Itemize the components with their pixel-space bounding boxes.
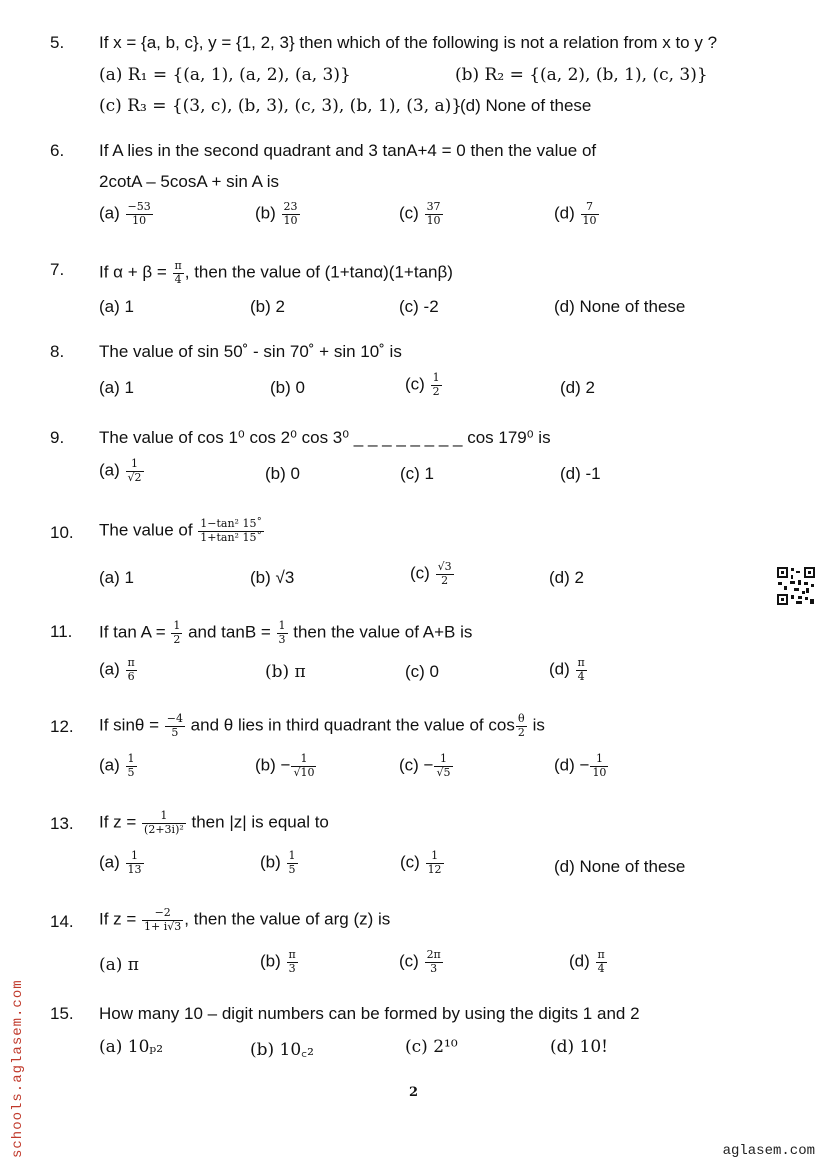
option-a: (a) $\frac{-53}{10}$ <box>99 200 151 227</box>
option-a: (a) 1 <box>99 378 134 397</box>
option-c: (c) $\frac{1}{12}$ <box>400 849 442 876</box>
side-watermark: schools.aglasem.com <box>10 979 26 1158</box>
option-d: (d) None of these <box>554 857 686 876</box>
question-number: 7. <box>50 260 65 279</box>
option-a: (a) $\frac{1}{5}$ <box>99 752 135 779</box>
option-b: (b) 0 <box>270 378 305 397</box>
option-b: (b) $\frac{1}{5}$ <box>260 849 296 876</box>
question-text: The value of $\frac{\text{1−tan² 15˚}}{\text{1+tan² 15˚}}$ <box>99 517 262 544</box>
option-d: (d) $\frac{\pi}{4}$ <box>569 948 605 975</box>
option-d: (d) − $\frac{1}{10}$ <box>554 752 607 779</box>
option-d: (d) $\frac{\pi}{4}$ <box>549 656 585 683</box>
question-text: If sinθ = $\frac{-4}{5}$ and θ lies in third quadrant the value of cos $\frac{\theta}{2}$ is <box>99 712 545 739</box>
option-c: (c) -2 <box>399 297 439 316</box>
option-b: (b) π <box>265 662 306 682</box>
option-d: (d) -1 <box>560 464 601 483</box>
option-c: (c) R₃ = {(3, c), (b, 3), (c, 3), (b, 1), (3, a)} <box>99 96 463 116</box>
question-number: 9. <box>50 428 65 447</box>
option-b: (b) 0 <box>265 464 300 483</box>
qr-code-icon <box>776 566 816 606</box>
option-b: (b) √3 <box>250 568 295 587</box>
option-d: (d) $\frac{7}{10}$ <box>554 200 597 227</box>
question-number: 13. <box>50 814 74 833</box>
question-text: The value of sin 50˚ - sin 70˚ + sin 10˚ is <box>99 342 402 361</box>
option-b: (b) − $\frac{1}{√10}$ <box>255 752 315 779</box>
question-number: 15. <box>50 1004 74 1023</box>
option-b: (b) $\frac{\pi}{3}$ <box>260 948 296 975</box>
question-number: 6. <box>50 141 65 160</box>
option-d: (d) None of these <box>460 96 592 115</box>
option-c: (c) $\frac{1}{2}$ <box>405 371 440 398</box>
option-c: (c) $\frac{2\pi}{3}$ <box>399 948 441 975</box>
option-a: (a) $\frac{1}{13}$ <box>99 849 142 876</box>
option-b: (b) 2 <box>250 297 285 316</box>
question-text-line2: 2cotA – 5cosA + sin A is <box>99 172 280 191</box>
option-c: (c) 0 <box>405 662 439 681</box>
option-d: (d) 2 <box>549 568 584 587</box>
option-b: (b) $\frac{23}{10}$ <box>255 200 298 227</box>
page-number: 2 <box>409 1085 419 1100</box>
option-a: (a) 1 <box>99 297 134 316</box>
question-number: 8. <box>50 342 65 361</box>
question-number: 12. <box>50 717 74 736</box>
option-c: (c) $\frac{37}{10}$ <box>399 200 441 227</box>
option-c: (c) 1 <box>400 464 434 483</box>
option-d: (d) None of these <box>554 297 686 316</box>
option-b: (b) 10꜀₂ <box>250 1040 314 1060</box>
question-number: 11. <box>50 622 73 641</box>
option-a: (a) 1 <box>99 568 134 587</box>
option-c: (c) − $\frac{1}{√5}$ <box>399 752 451 779</box>
question-number: 5. <box>50 33 65 52</box>
question-text: If A lies in the second quadrant and 3 tanA+4 = 0 then the value of <box>99 141 597 160</box>
footer-watermark: aglasem.com <box>722 1143 815 1159</box>
question-number: 14. <box>50 912 74 931</box>
option-c: (c) $\frac{√3}{2}$ <box>410 560 452 587</box>
question-text: How many 10 – digit numbers can be formed by using the digits 1 and 2 <box>99 1004 640 1023</box>
option-a: (a) R₁ = {(a, 1), (a, 2), (a, 3)} <box>99 65 351 85</box>
option-d: (d) 2 <box>560 378 595 397</box>
question-text: If z = $\frac{-2}{1+ i√3}$ , then the value of arg (z) is <box>99 906 391 933</box>
option-d: (d) 10! <box>550 1037 609 1057</box>
question-number: 10. <box>50 523 74 542</box>
question-text: If α + β = $\frac{\pi}{4}$ , then the value of (1+tanα)(1+tanβ) <box>99 259 453 286</box>
option-a: (a) $\frac{1}{√2}$ <box>99 457 142 484</box>
option-c: (c) 2¹⁰ <box>405 1037 458 1057</box>
question-text: If x = {a, b, c}, y = {1, 2, 3} then which of the following is not a relation from x to y ? <box>99 33 718 52</box>
question-text: If tan A = $\frac{1}{2}$ and tanB = $\frac{1}{3}$ then the value of A+B is <box>99 619 473 646</box>
option-a: (a) $\frac{\pi}{6}$ <box>99 656 135 683</box>
option-a: (a) π <box>99 955 139 975</box>
question-text: The value of cos 1⁰ cos 2⁰ cos 3⁰ _ _ _ _ _ _ _ _ cos 179⁰ is <box>99 428 551 447</box>
option-a: (a) 10ₚ₂ <box>99 1037 164 1057</box>
question-text: If z = $\frac{1}{\text{(2+3i)²}}$ then |z| is equal to <box>99 809 329 836</box>
option-b: (b) R₂ = {(a, 2), (b, 1), (c, 3)} <box>455 65 708 85</box>
